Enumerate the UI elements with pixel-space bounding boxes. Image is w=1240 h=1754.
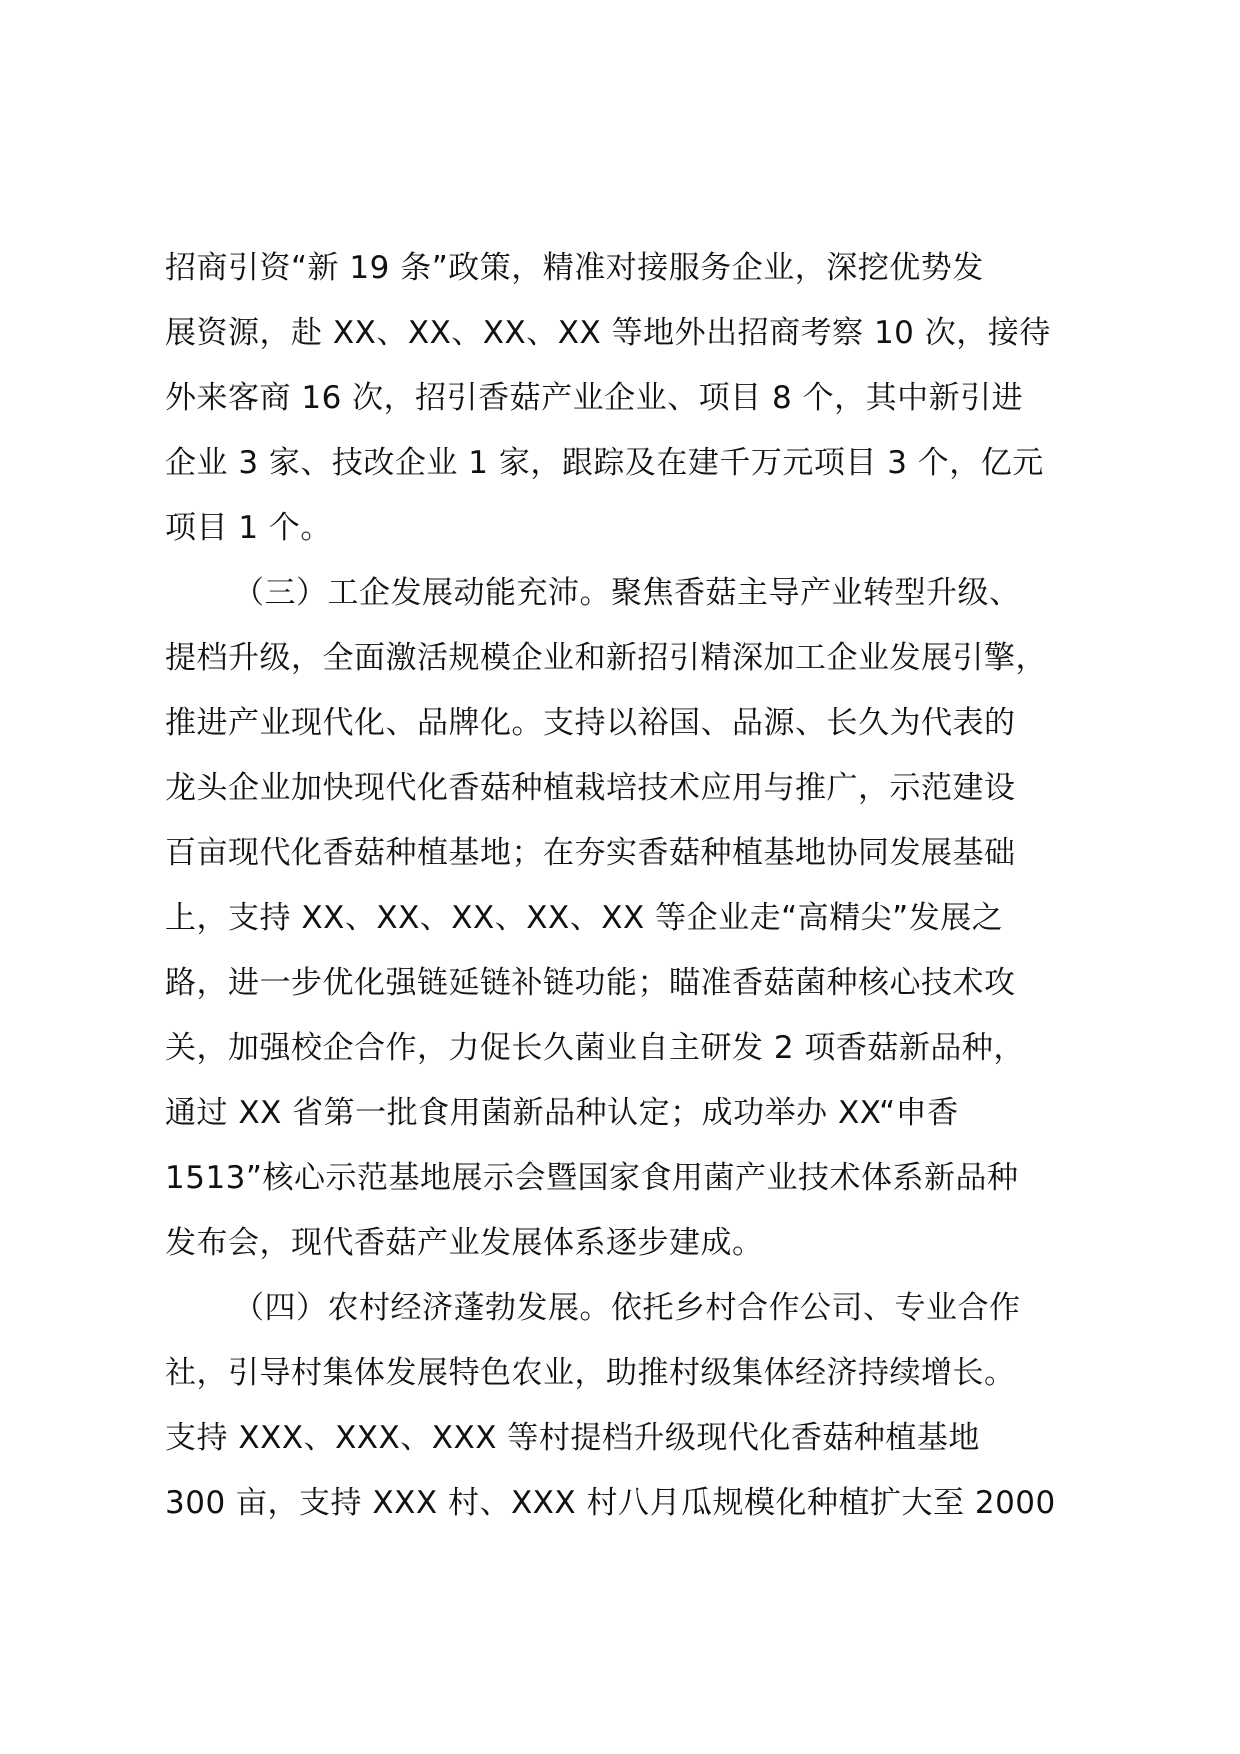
text-line: 发布会，现代香菇产业发展体系逐步建成。 (165, 1225, 764, 1261)
text-line: 支持 XXX、XXX、XXX 等村提档升级现代化香菇种植基地 (165, 1420, 980, 1456)
section-heading-line: （三）工企发展动能充沛。聚焦香菇主导产业转型升级、 (233, 575, 1021, 611)
text-line: 提档升级，全面激活规模企业和新招引精深加工企业发展引擎， (165, 640, 1047, 676)
text-line: 路，进一步优化强链延链补链功能；瞄准香菇菌种核心技术攻 (165, 965, 1016, 1001)
text-line: 招商引资“新 19 条”政策，精准对接服务企业，深挖优势发 (165, 250, 984, 286)
body-text (165, 236, 1125, 1536)
text-line: 推进产业现代化、品牌化。支持以裕国、品源、长久为代表的 (165, 705, 1016, 741)
text-line: 百亩现代化香菇种植基地；在夯实香菇种植基地协同发展基础 (165, 835, 1016, 871)
text-line: 外来客商 16 次，招引香菇产业企业、项目 8 个，其中新引进 (165, 380, 1024, 416)
text-line: 通过 XX 省第一批食用菌新品种认定；成功举办 XX“申香 (165, 1095, 959, 1131)
text-line: 企业 3 家、技改企业 1 家，跟踪及在建千万元项目 3 个，亿元 (165, 445, 1044, 481)
text-line: 社，引导村集体发展特色农业，助推村级集体经济持续增长。 (165, 1355, 1016, 1391)
text-line: 龙头企业加快现代化香菇种植栽培技术应用与推广，示范建设 (165, 770, 1016, 806)
text-line: 关，加强校企合作，力促长久菌业自主研发 2 项香菇新品种， (165, 1030, 1025, 1066)
text-line: 项目 1 个。 (165, 510, 332, 546)
text-line: 300 亩，支持 XXX 村、XXX 村八月瓜规模化种植扩大至 2000 (165, 1485, 1056, 1521)
text-line: 上，支持 XX、XX、XX、XX、XX 等企业走“高精尖”发展之 (165, 900, 1004, 936)
text-line: 1513”核心示范基地展示会暨国家食用菌产业技术体系新品种 (165, 1160, 1019, 1196)
section-heading-line: （四）农村经济蓬勃发展。依托乡村合作公司、专业合作 (233, 1290, 1021, 1326)
text-line: 展资源，赴 XX、XX、XX、XX 等地外出招商考察 10 次，接待 (165, 315, 1051, 351)
